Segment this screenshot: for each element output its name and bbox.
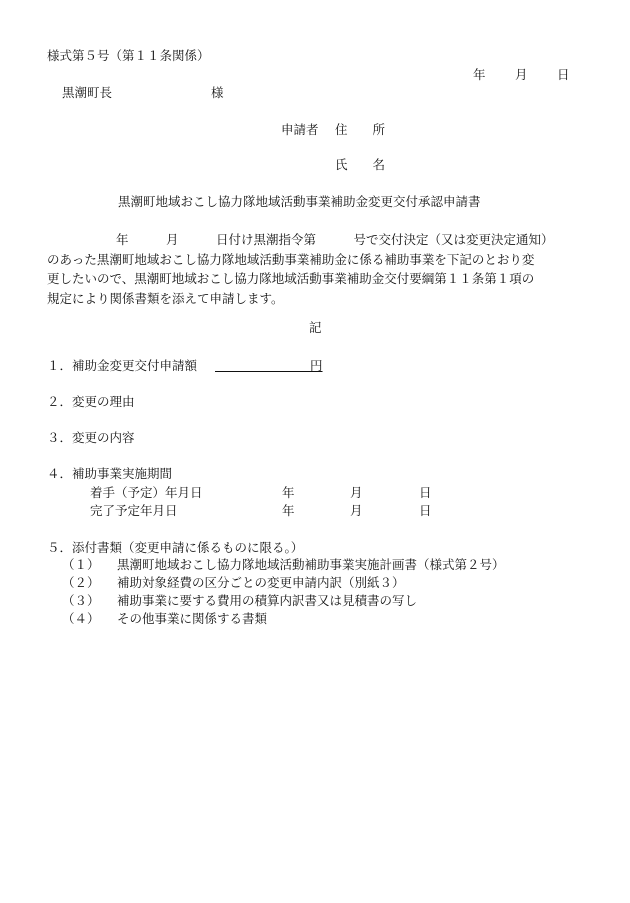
date-year: 年 [473, 67, 486, 82]
item-5-label: ５．添付書類（変更申請に係るものに限る。） [47, 540, 304, 555]
applicant-label: 申請者 [281, 122, 319, 137]
item-1 [47, 358, 323, 374]
applicant-name-label: 氏 名 [335, 157, 386, 172]
ki-heading: 記 [309, 320, 322, 335]
item-2: ２．変更の理由 [47, 394, 135, 409]
doc-4-num: （４） [62, 611, 100, 626]
body-line-4: 規定により関係書類を添えて申請します。 [47, 290, 284, 306]
doc-1-text: 黒潮町地域おこし協力隊地域活動補助事業実施計画書（様式第２号） [117, 557, 505, 572]
doc-4-text: その他事業に関係する書類 [117, 611, 268, 626]
doc-3-num: （３） [62, 593, 100, 608]
doc-3-text: 補助事業に要する費用の積算内訳書又は見積書の写し [117, 593, 418, 608]
period-end-month: 月 [350, 503, 363, 518]
period-start-label: 着手（予定）年月日 [90, 485, 203, 500]
body-line-1: 年 月 日付け黒潮指令第 号で交付決定（又は変更決定通知） [116, 232, 554, 247]
addressee-honorific: 様 [211, 85, 224, 100]
form-number: 様式第５号（第１１条関係） [47, 48, 210, 63]
body-line-2: のあった黒潮町地域おこし協力隊地域活動事業補助金に係る補助事業を下記のとおり変 [47, 251, 535, 267]
body-paragraph [47, 230, 587, 308]
addressee-name: 黒潮町長 [62, 85, 113, 100]
period-end-day: 日 [419, 503, 432, 518]
period-start-year: 年 [282, 485, 295, 500]
doc-2-text: 補助対象経費の区分ごとの変更申請内訳（別紙３） [117, 575, 405, 590]
period-end-label: 完了予定年月日 [90, 503, 178, 518]
item-3: ３．変更の内容 [47, 430, 135, 445]
doc-2-num: （２） [62, 575, 100, 590]
period-start-day: 日 [419, 485, 432, 500]
date-day: 日 [557, 67, 570, 82]
item-1-label: １．補助金変更交付申請額 [47, 358, 198, 373]
doc-1-num: （１） [62, 557, 100, 572]
applicant-address-label: 住 所 [335, 122, 386, 137]
item-4-label: ４．補助事業実施期間 [47, 466, 173, 481]
body-line-3: 更したいので、黒潮町地域おこし協力隊地域活動事業補助金交付要綱第１１条第１項の [47, 271, 535, 286]
amount-field [215, 359, 310, 372]
document-title: 黒潮町地域おこし協力隊地域活動事業補助金変更交付承認申請書 [118, 194, 481, 209]
amount-unit: 円 [310, 358, 323, 373]
period-end-year: 年 [282, 503, 295, 518]
period-start-month: 月 [350, 485, 363, 500]
date-month: 月 [515, 67, 528, 82]
